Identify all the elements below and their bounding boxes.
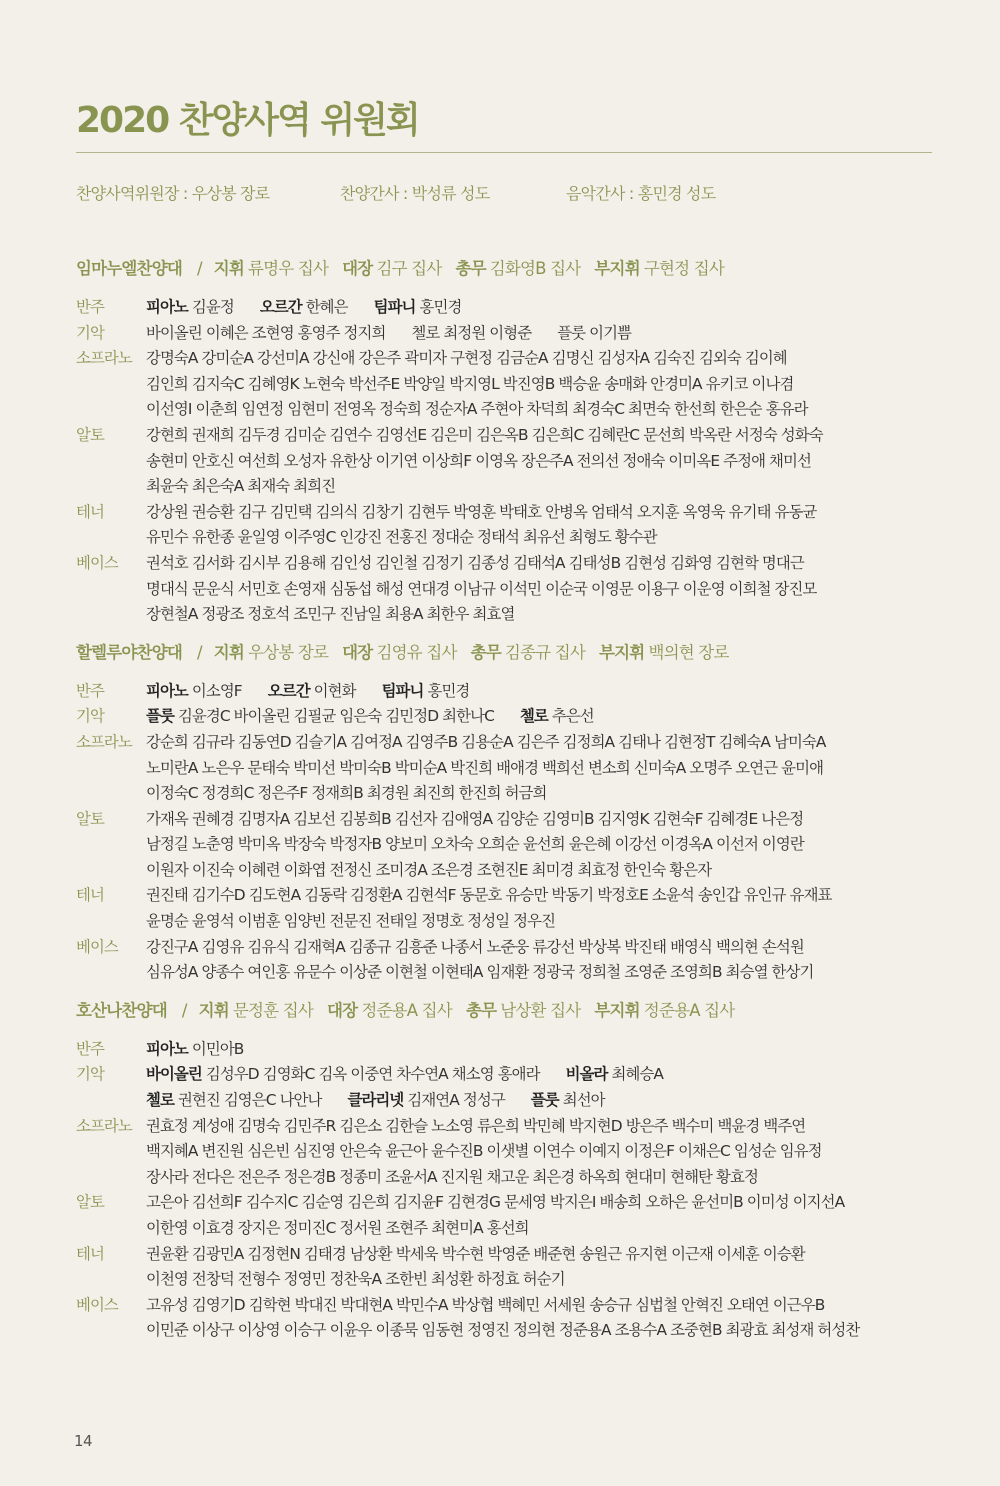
member-names: 권진태 김기수D 김도현A 김동락 김정환A 김현석F 동문호 유승만 박동기 박정호E 소윤석 송인갑 유인규 유재표 (146, 886, 832, 905)
member-line (146, 756, 956, 782)
member-line (146, 704, 956, 730)
choir-name: 호산나찬양대 (76, 1000, 167, 1020)
part-label: 알토 (76, 1193, 104, 1212)
instrument-label: 피아노 (146, 298, 188, 316)
choir-list (76, 255, 956, 1355)
member-names: 강상원 권승환 김구 김민택 김의식 김창기 김현두 박영훈 박태호 안병옥 엄태석 오지훈 옥영욱 유기태 유동균 (146, 502, 817, 521)
instrument-label: 오르간 (267, 681, 310, 700)
member-line (146, 551, 956, 577)
voice-part (76, 935, 956, 986)
member-line (146, 1190, 956, 1216)
member-group (146, 963, 813, 981)
choir-role (594, 997, 734, 1025)
part-label: 베이스 (76, 553, 118, 572)
choir-role (214, 255, 328, 283)
member-line (146, 1318, 956, 1344)
page-number: 14 (74, 1432, 93, 1450)
member-line (146, 321, 956, 347)
member-line (146, 1139, 956, 1165)
voice-part (76, 730, 956, 807)
voice-part (76, 1190, 956, 1241)
part-members (146, 1114, 956, 1191)
role-person: 우상봉 장로 (248, 642, 329, 662)
part-label: 기악 (76, 1065, 104, 1084)
member-line (146, 500, 956, 526)
choir-role (342, 255, 441, 283)
member-names: 권현진 김영은C 나안나 (177, 1091, 322, 1110)
instrument-label: 플룻 (530, 1091, 559, 1110)
member-names: 김윤경C 바이올린 김필균 임은숙 김민정D 최한나C (177, 707, 494, 726)
member-group (382, 682, 470, 700)
part-members (146, 1190, 956, 1241)
voice-part (76, 1293, 956, 1344)
voice-part (76, 321, 956, 347)
instrument-label: 첼로 (146, 1091, 174, 1110)
instrument-label: 첼로 (519, 707, 548, 726)
part-members (146, 704, 956, 730)
choir-role (199, 997, 313, 1025)
role-title: 총무 (465, 1000, 497, 1020)
member-line (146, 1293, 956, 1319)
part-members (146, 807, 956, 884)
member-names: 이정숙C 정경희C 정은주F 정재희B 최경원 최진희 한진희 허금희 (146, 784, 547, 803)
member-line (146, 397, 956, 423)
role-title: 총무 (455, 259, 486, 278)
part-members (146, 679, 956, 705)
member-line (146, 960, 956, 986)
member-names: 권윤환 김광민A 김정현N 김태경 남상환 박세욱 박수현 박영준 배준현 송원근 유지현 이근재 이세훈 이승환 (146, 1244, 805, 1263)
member-names: 홍민경 (419, 298, 462, 316)
member-names: 이원자 이진숙 이혜련 이화엽 전정신 조미경A 조은경 조현진E 최미경 최효정 한인숙 황은자 (146, 860, 712, 879)
voice-part (76, 883, 956, 934)
part-label: 테너 (76, 502, 104, 521)
role-title: 총무 (470, 642, 501, 662)
member-names: 추은선 (551, 707, 594, 726)
member-line (146, 1062, 956, 1088)
part-label: 소프라노 (76, 732, 132, 751)
role-person: 류명우 집사 (248, 259, 329, 278)
member-group (146, 1321, 859, 1339)
part-label: 테너 (76, 1244, 104, 1263)
member-group (347, 1091, 526, 1109)
member-line (146, 474, 956, 500)
member-names: 첼로 최정원 이형준 (411, 323, 532, 342)
member-group (146, 1296, 824, 1314)
part-members (146, 1062, 956, 1113)
role-title: 부지휘 (599, 642, 645, 662)
member-line (146, 602, 956, 628)
part-members (146, 295, 956, 321)
member-names: 강진구A 김영유 김유식 김재혁A 김종규 김흥준 나종서 노준웅 류강선 박상복 박진태 배영식 백의현 손석원 (146, 937, 804, 956)
voice-part (76, 346, 956, 423)
member-names: 노미란A 노은우 문태숙 박미선 박미숙B 박미순A 박진희 배애경 백희선 변소희 신미숙A 오명주 오연근 윤미애 (146, 758, 824, 777)
role-person: 정준용A 집사 (643, 1000, 735, 1020)
member-line (146, 883, 956, 909)
member-names: 장현철A 정광조 정호석 조민구 진남일 최용A 최한우 최효열 (146, 605, 515, 624)
member-group (268, 682, 378, 700)
role-person: 구현정 집사 (643, 259, 724, 278)
part-label: 테너 (76, 886, 104, 905)
member-names: 강순희 김규라 김동연D 김슬기A 김여정A 김영주B 김용순A 김은주 김정희A 김태나 김현정T 김혜숙A 남미숙A (146, 732, 826, 751)
member-group (557, 324, 631, 342)
instrument-label: 바이올린 (146, 1065, 202, 1084)
member-line (146, 781, 956, 807)
member-group (146, 298, 256, 316)
part-label: 베이스 (76, 1295, 118, 1314)
member-names: 가재옥 권혜경 김명자A 김보선 김봉희B 김선자 김애영A 김양순 김영미B 김지영K 김현숙F 김혜경E 나은정 (146, 809, 804, 828)
role-title: 지휘 (213, 259, 245, 278)
choir-role (455, 255, 580, 283)
part-members (146, 1293, 956, 1344)
voice-part (76, 1037, 956, 1063)
member-group (520, 707, 594, 725)
choir-role (471, 639, 585, 667)
member-line (146, 1242, 956, 1268)
instrument-label: 비올라 (565, 1065, 608, 1084)
member-group (374, 298, 462, 316)
member-names: 고은아 김선희F 김수지C 김순영 김은희 김지윤F 김현경G 문세영 박지은I 배송희 오하은 윤선미B 이미성 이지선A (146, 1193, 845, 1212)
member-names: 장사라 전다은 전은주 정은경B 정종미 조윤서A 진지원 채고운 최은경 하옥희 현대미 현해탄 황효정 (146, 1167, 758, 1186)
member-names: 백지혜A 변진원 심은빈 심진영 안은숙 윤근아 윤수진B 이샛별 이연수 이예지 이정은F 이채은C 임성순 임유정 (146, 1142, 822, 1161)
role-person: 문정훈 집사 (232, 1000, 314, 1020)
member-names: 플룻 이기쁨 (557, 323, 632, 342)
member-names: 이천영 전창덕 전형수 정영민 정찬욱A 조한빈 최성환 하정효 허순기 (146, 1270, 565, 1289)
member-group (146, 324, 407, 342)
role-title: 지휘 (213, 642, 245, 662)
choir-role (214, 639, 328, 667)
member-group (146, 784, 546, 802)
member-names: 강현희 권재희 김두경 김미순 김연수 김영선E 김은미 김은옥B 김은희C 김혜란C 문선희 박옥란 서정숙 성화숙 (146, 425, 823, 444)
member-names: 김성우D 김영화C 김옥 이중연 차수연A 채소영 홍애라 (205, 1065, 540, 1084)
choir-section (76, 997, 956, 1344)
member-names: 홍민경 (427, 681, 470, 700)
choir-role (342, 639, 456, 667)
member-line (146, 295, 956, 321)
choir-role (466, 997, 580, 1025)
role-title: 부지휘 (594, 259, 640, 278)
part-members (146, 730, 956, 807)
member-names: 이한영 이효경 장지은 정미진C 정서원 조현주 최현미A 홍선희 (146, 1219, 529, 1237)
role-title: 대장 (327, 1000, 358, 1020)
member-names: 이민아B (191, 1039, 244, 1058)
member-line (146, 372, 956, 398)
role-person: 백의현 장로 (648, 642, 729, 662)
member-line (146, 807, 956, 833)
member-group (411, 324, 553, 342)
role-person: 김화영B 집사 (489, 259, 581, 278)
page-title: 2020 찬양사역 위원회 (76, 100, 419, 141)
member-group (146, 1219, 529, 1237)
choir-role (599, 639, 729, 667)
role-title: 대장 (342, 642, 373, 662)
member-line (146, 346, 956, 372)
member-group (146, 605, 514, 623)
member-group (146, 938, 804, 956)
part-members (146, 1242, 956, 1293)
member-line (146, 577, 956, 603)
part-members (146, 935, 956, 986)
member-names: 고유성 김영기D 김학현 박대진 박대현A 박민수A 박상협 백혜민 서세원 송승규 심법철 안혁진 오태연 이근우B (146, 1295, 825, 1314)
member-group (146, 528, 657, 546)
member-line (146, 679, 956, 705)
role-person: 김영유 집사 (376, 642, 457, 662)
member-line (146, 1037, 956, 1063)
part-members (146, 551, 956, 628)
member-names: 권석호 김서화 김시부 김용해 김인성 김인철 김정기 김종성 김태석A 김태성B 김현성 김화영 김현학 명대근 (146, 553, 804, 572)
member-line (146, 1114, 956, 1140)
part-label: 기악 (76, 707, 104, 726)
member-group (531, 1091, 605, 1109)
instrument-label: 팀파니 (381, 681, 424, 700)
voice-part (76, 1242, 956, 1293)
member-group (260, 298, 370, 316)
member-line (146, 449, 956, 475)
member-group (146, 1193, 844, 1211)
member-group (146, 861, 711, 879)
member-group (146, 580, 816, 598)
voice-part (76, 551, 956, 628)
part-members (146, 346, 956, 423)
member-group (146, 452, 811, 470)
slash-divider: / (181, 1000, 187, 1020)
choir-header (76, 997, 956, 1025)
member-line (146, 909, 956, 935)
choir-header (76, 255, 956, 283)
instrument-label: 플룻 (146, 707, 174, 726)
part-members (146, 883, 956, 934)
role-title: 대장 (342, 259, 373, 278)
title-divider (76, 152, 932, 153)
part-label: 알토 (76, 809, 104, 828)
part-label: 베이스 (76, 937, 118, 956)
choir-section (76, 639, 956, 986)
member-names: 이소영F (191, 681, 242, 700)
voice-part (76, 423, 956, 500)
role-title: 지휘 (198, 1000, 229, 1020)
role-person: 김구 집사 (376, 259, 442, 278)
member-names: 바이올린 이혜은 조현영 홍영주 정지희 (146, 323, 386, 342)
member-line (146, 423, 956, 449)
member-group (566, 1065, 663, 1083)
member-names: 최혜승A (611, 1065, 664, 1084)
member-group (146, 1270, 565, 1288)
voice-part (76, 295, 956, 321)
part-label: 반주 (76, 298, 104, 316)
member-names: 송현미 안호신 여선희 오성자 유한상 이기연 이상희F 이영옥 장은주A 전의선 정애숙 이미옥E 주정애 채미선 (146, 451, 811, 470)
member-line (146, 935, 956, 961)
officer-chair: 찬양사역위원장 : 우상봉 장로 (76, 184, 270, 203)
member-group (146, 1245, 805, 1263)
member-names: 한혜은 (305, 298, 348, 316)
member-group (146, 375, 793, 393)
choir-role (327, 997, 452, 1025)
part-members (146, 321, 956, 347)
role-person: 김종규 집사 (504, 642, 586, 662)
member-group (146, 349, 787, 367)
instrument-label: 피아노 (146, 1039, 188, 1058)
part-label: 반주 (76, 681, 104, 700)
part-label: 알토 (76, 425, 104, 444)
part-label: 소프라노 (76, 349, 132, 368)
member-line (146, 1165, 956, 1191)
member-group (146, 1065, 562, 1083)
member-group (146, 912, 555, 930)
member-group (146, 1040, 243, 1058)
member-group (146, 554, 804, 572)
member-names: 이현화 (313, 681, 356, 700)
voice-part (76, 704, 956, 730)
slash-divider: / (196, 259, 202, 278)
member-names: 김인희 김지숙C 김혜영K 노현숙 박선주E 박양일 박지영L 박진영B 백승윤 송매화 안경미A 유키코 이나겸 (146, 374, 794, 393)
part-label: 반주 (76, 1039, 104, 1058)
officer-music-secretary: 음악간사 : 홍민경 성도 (566, 184, 716, 203)
voice-part (76, 500, 956, 551)
member-group (146, 1117, 805, 1135)
member-line (146, 832, 956, 858)
role-title: 부지휘 (594, 1000, 640, 1020)
member-names: 최윤숙 최은숙A 최재숙 최희진 (146, 477, 336, 496)
slash-divider: / (196, 642, 202, 662)
member-group (146, 426, 823, 444)
choir-role (594, 255, 724, 283)
member-names: 김재연A 정성구 (407, 1091, 505, 1110)
instrument-label: 클라리넷 (347, 1091, 404, 1110)
member-group (146, 886, 832, 904)
member-group (146, 733, 826, 751)
voice-part (76, 679, 956, 705)
member-line (146, 1267, 956, 1293)
part-label: 기악 (76, 323, 104, 342)
choir-header (76, 639, 956, 667)
member-names: 권효정 계성애 김명숙 김민주R 김은소 김한슬 노소영 류은희 박민혜 박지현D 방은주 백수미 백윤경 백주연 (146, 1116, 806, 1135)
member-names: 이선영I 이춘희 임연정 임현미 전영옥 정숙희 정순자A 주현아 차덕희 최경숙C 최면숙 한선희 한은순 홍유라 (146, 400, 808, 419)
member-group (146, 759, 823, 777)
member-names: 유민수 유한종 윤일영 이주영C 인강진 전홍진 정대순 정태석 최유선 최형도 황수관 (146, 528, 657, 547)
officers-line (76, 181, 946, 204)
voice-part (76, 807, 956, 884)
role-person: 남상환 집사 (500, 1000, 581, 1020)
member-group (146, 810, 803, 828)
choir-name: 할렐루야찬양대 (76, 642, 182, 662)
member-group (146, 1168, 758, 1186)
officer-choir-secretary: 찬양간사 : 박성류 성도 (340, 184, 490, 203)
member-names: 남정길 노춘영 박미옥 박장숙 박정자B 양보미 오차숙 오희순 윤선희 윤은혜 이강선 이경옥A 이선저 이영란 (146, 835, 804, 854)
instrument-label: 팀파니 (373, 298, 416, 316)
part-members (146, 500, 956, 551)
choir-name: 임마누엘찬양대 (76, 259, 182, 278)
instrument-label: 피아노 (146, 681, 188, 700)
member-names: 이민준 이상구 이상영 이승구 이윤우 이종묵 임동현 정영진 정의현 정준용A 조용수A 조중현B 최광효 최성재 허성찬 (146, 1321, 860, 1340)
member-line (146, 730, 956, 756)
member-group (146, 503, 816, 521)
instrument-label: 오르간 (259, 298, 302, 316)
member-group (146, 835, 804, 853)
member-group (146, 1142, 822, 1160)
member-names: 최선아 (562, 1091, 605, 1110)
member-names: 명대식 문운식 서민호 손영재 심동섭 해성 연대경 이남규 이석민 이순국 이영문 이용구 이운영 이희철 장진모 (146, 579, 817, 598)
choir-section (76, 255, 956, 628)
role-person: 정준용A 집사 (361, 1000, 452, 1020)
voice-part (76, 1114, 956, 1191)
member-names: 김윤정 (191, 298, 234, 316)
part-members (146, 423, 956, 500)
member-group (146, 400, 808, 418)
member-group (146, 682, 264, 700)
member-names: 심유성A 양종수 여인홍 유문수 이상준 이현철 이현태A 임재환 정광국 정희철 조영준 조영희B 최승열 한상기 (146, 963, 814, 982)
member-line (146, 525, 956, 551)
member-group (146, 707, 516, 725)
voice-part (76, 1062, 956, 1113)
member-line (146, 1216, 956, 1242)
member-names: 윤명순 윤영석 이범훈 임양빈 전문진 전태일 정명호 정성일 정우진 (146, 912, 556, 931)
member-names: 강명숙A 강미순A 강선미A 강신애 강은주 곽미자 구현정 김금순A 김명신 김성자A 김숙진 김외숙 김이혜 (146, 349, 787, 368)
member-line (146, 858, 956, 884)
member-group (146, 477, 335, 495)
part-members (146, 1037, 956, 1063)
member-line (146, 1088, 956, 1114)
part-label: 소프라노 (76, 1116, 132, 1135)
member-group (146, 1091, 343, 1109)
